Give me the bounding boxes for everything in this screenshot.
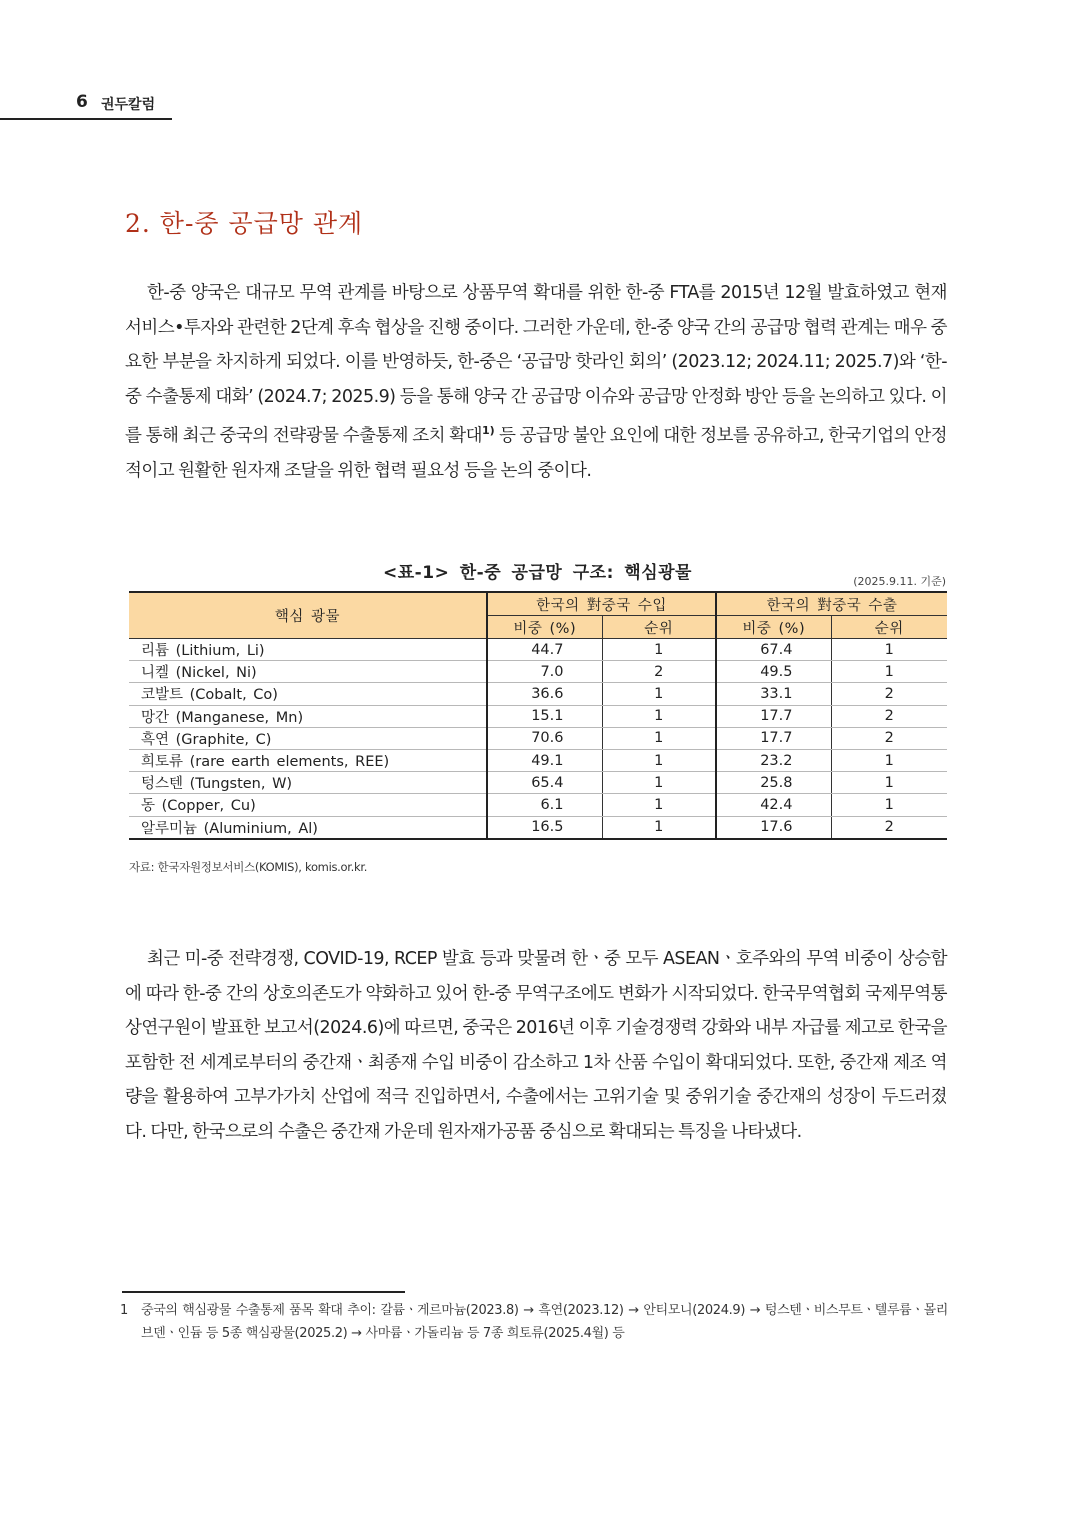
export-share: 23.2 (716, 749, 831, 771)
import-share: 15.1 (487, 705, 602, 727)
footnote-reference[interactable]: 1) (481, 424, 495, 438)
page-header (0, 92, 172, 120)
import-rank: 1 (602, 705, 716, 727)
import-share: 7.0 (487, 661, 602, 683)
export-share: 49.5 (716, 661, 831, 683)
import-rank: 2 (602, 661, 716, 683)
export-share: 17.7 (716, 705, 831, 727)
import-share: 36.6 (487, 683, 602, 705)
mineral-name: 희토류 (rare earth elements, REE) (129, 749, 487, 771)
export-rank: 1 (831, 639, 947, 661)
export-rank: 1 (831, 794, 947, 816)
mineral-name: 니켈 (Nickel, Ni) (129, 661, 487, 683)
import-share: 70.6 (487, 727, 602, 749)
import-share: 6.1 (487, 794, 602, 816)
export-share: 42.4 (716, 794, 831, 816)
table-header-row (129, 592, 947, 616)
export-share: 17.6 (716, 816, 831, 839)
header-import: 한국의 對중국 수입 (487, 592, 716, 616)
import-rank: 1 (602, 749, 716, 771)
import-share: 44.7 (487, 639, 602, 661)
column-title: 권두칼럼 (101, 97, 156, 113)
table-row (129, 772, 947, 794)
mineral-name: 코발트 (Cobalt, Co) (129, 683, 487, 705)
body-paragraph (125, 276, 947, 489)
export-rank: 2 (831, 705, 947, 727)
critical-minerals-table (129, 591, 947, 840)
table-row (129, 794, 947, 816)
header-mineral: 핵심 광물 (129, 592, 487, 639)
section-heading: 2. 한-중 공급망 관계 (125, 209, 364, 238)
import-rank: 1 (602, 816, 716, 839)
import-rank: 1 (602, 639, 716, 661)
subheader-import-rank: 순위 (602, 616, 716, 639)
mineral-name: 동 (Copper, Cu) (129, 794, 487, 816)
export-rank: 2 (831, 816, 947, 839)
paragraph-text: 한-중 양국은 대규모 무역 관계를 바탕으로 상품무역 확대를 위한 한-중 FTA를 2015년 12월 발효하였고 현재 서비스•투자와 관련한 2단계 후속 협상을 진행 중이다. 그러한 가운데, 한-중 양국 간의 공급망 협력 관계는 매우 중요한 부분을 차지하게 되었다. 이를 반영하듯, 한-중은 ‘공급망 핫라인 회의’ (2023.12; 2024.11; 2025.7)와 ‘한-중 수출통제 대화’ (2024.7; 2025.9) 등을 통해 양국 간 공급망 이슈와 공급망 안정화 방안 등을 논의하고 있다. 이를 통해 최근 중국의 전략광물 수출통제 조치 확대 (125, 283, 947, 447)
mineral-name: 흑연 (Graphite, C) (129, 727, 487, 749)
export-rank: 2 (831, 727, 947, 749)
import-rank: 1 (602, 727, 716, 749)
subheader-export-rank: 순위 (831, 616, 947, 639)
export-rank: 2 (831, 683, 947, 705)
mineral-name: 리튬 (Lithium, Li) (129, 639, 487, 661)
import-rank: 1 (602, 683, 716, 705)
export-rank: 1 (831, 772, 947, 794)
footnote (120, 1299, 948, 1345)
table-row (129, 727, 947, 749)
table-row (129, 749, 947, 771)
export-share: 17.7 (716, 727, 831, 749)
mineral-name: 알루미늄 (Aluminium, Al) (141, 820, 318, 837)
table-row (129, 639, 947, 661)
export-rank: 1 (831, 661, 947, 683)
import-rank: 1 (602, 772, 716, 794)
table-row (129, 683, 947, 705)
import-rank: 1 (602, 794, 716, 816)
import-share: 49.1 (487, 749, 602, 771)
table-source-note: 자료: 한국자원정보서비스(KOMIS), komis.or.kr. (129, 860, 368, 874)
table-row (129, 661, 947, 683)
import-share: 16.5 (487, 816, 602, 839)
paragraph-text-continued: 등 공급망 불안 요인에 대한 정보를 공유하고, 한국기업의 안정적이고 원활한 원자재 조달을 위한 협력 필요성 등을 논의 중이다. (125, 426, 947, 481)
table-row (129, 816, 947, 839)
mineral-name: 망간 (Manganese, Mn) (129, 705, 487, 727)
export-rank: 1 (831, 749, 947, 771)
subheader-import-share: 비중 (%) (487, 616, 602, 639)
export-share: 25.8 (716, 772, 831, 794)
footnote-divider (122, 1291, 405, 1293)
body-paragraph-2: 최근 미-중 전략경쟁, COVID-19, RCEP 발효 등과 맞물려 한ㆍ중 모두 ASEANㆍ호주와의 무역 비중이 상승함에 따라 한-중 간의 상호의존도가 약화하고 있어 한-중 무역구조에도 변화가 시작되었다. 한국무역협회 국제무역통상연구원이 발표한 보고서(2024.6)에 따르면, 중국은 2016년 이후 기술경쟁력 강화와 내부 자급률 제고로 한국을 포함한 전 세계로부터의 중간재ㆍ최종재 수입 비중이 감소하고 1차 산품 수입이 확대되었다. 또한, 중간재 제조 역량을 활용하여 고부가가치 산업에 적극 진입하면서, 수출에서는 고위기술 및 중위기술 중간재의 성장이 두드러졌다. 다만, 한국으로의 수출은 중간재 가운데 원자재가공품 중심으로 확대되는 특징을 나타냈다. (125, 949, 947, 1142)
page-number: 6 (76, 92, 88, 112)
footnote-text: 중국의 핵심광물 수출통제 품목 확대 추이: 갈륨ㆍ게르마늄(2023.8) → 흑연(2023.12) → 안티모니(2024.9) → 텅스텐ㆍ비스무트ㆍ텔루륨ㆍ몰리브덴ㆍ인듐 등 5종 핵심광물(2025.2) → 사마륨ㆍ가돌리늄 등 7종 희토류(2025.4월) 등 (141, 1303, 948, 1341)
table-date-note: (2025.9.11. 기준) (853, 575, 946, 588)
table-row (129, 705, 947, 727)
table-caption: <표-1> 한-중 공급망 구조: 핵심광물 (383, 563, 692, 583)
export-share: 67.4 (716, 639, 831, 661)
subheader-export-share: 비중 (%) (716, 616, 831, 639)
import-share: 65.4 (487, 772, 602, 794)
export-share: 33.1 (716, 683, 831, 705)
header-export: 한국의 對중국 수출 (716, 592, 947, 616)
footnote-number: 1 (120, 1303, 128, 1318)
mineral-name: 텅스텐 (Tungsten, W) (129, 772, 487, 794)
